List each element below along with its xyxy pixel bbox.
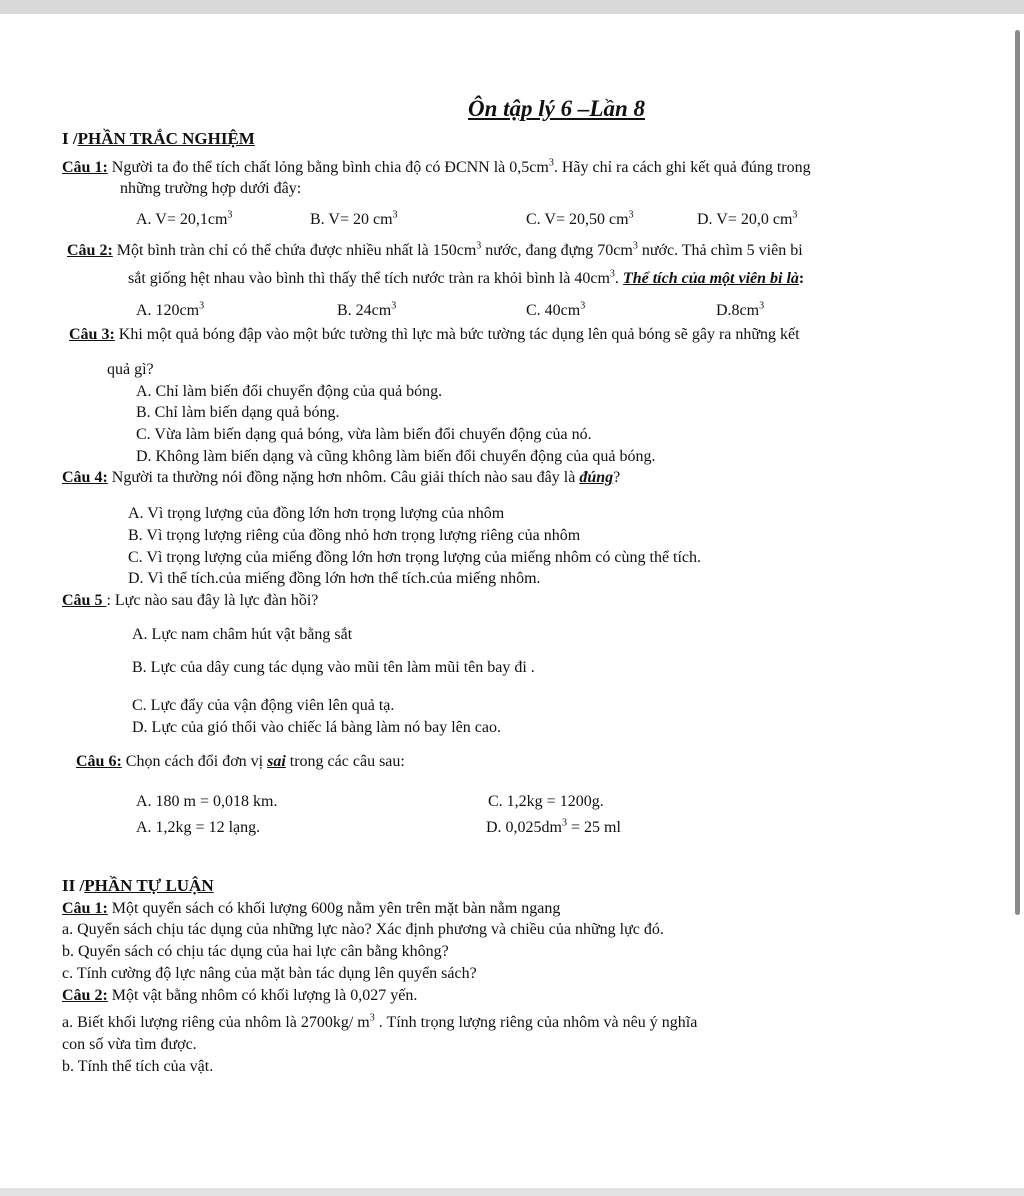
- part1-heading-prefix: I /: [62, 129, 78, 148]
- q1-text-b: . Hãy chỉ ra cách ghi kết quả đúng trong: [553, 159, 811, 176]
- q2-line2: [128, 270, 804, 288]
- text-run: nước. Thả chìm 5 viên bi: [637, 242, 803, 259]
- text-run: a. Biết khối lượng riêng của nhôm là 2700kg/ m: [62, 1014, 370, 1031]
- q1-label: Câu 1:: [62, 159, 108, 176]
- p2-q1-line1: [62, 900, 560, 918]
- q3-option-d: D. Không làm biến dạng và cũng không làm biến đổi chuyển động của quả bóng.: [136, 448, 656, 465]
- text-run: Một bình tràn chỉ có thể chứa được nhiều nhất là 150cm: [112, 242, 477, 259]
- text-run: C. V= 20,50 cm: [526, 211, 629, 228]
- superscript: 3: [632, 240, 638, 252]
- q2-option-d: [716, 302, 764, 320]
- q3-option-a: A. Chỉ làm biến đổi chuyển động của quả bóng.: [136, 383, 443, 400]
- text-run: D.8cm: [716, 302, 760, 319]
- q2-line1: [67, 242, 803, 260]
- superscript: 3: [392, 209, 398, 221]
- q4-option-c: C. Vì trọng lượng của miếng đồng lớn hơn trọng lượng của miếng nhôm có cùng thể tích.: [128, 549, 702, 566]
- q6-option-a1: A. 180 m = 0,018 km.: [136, 793, 278, 810]
- q2-option-c: [526, 302, 585, 320]
- bottom-edge: [0, 1188, 1024, 1196]
- text-run: .: [614, 270, 623, 287]
- superscript: 3: [628, 209, 634, 221]
- text-run: D. V= 20,0 cm: [697, 211, 793, 228]
- superscript: 3: [609, 268, 615, 280]
- text-run: trong các câu sau:: [285, 753, 405, 770]
- superscript: 3: [199, 300, 205, 312]
- text-run: : Lực nào sau đây là lực đàn hồi?: [106, 592, 319, 609]
- p2-q2-label: Câu 2:: [62, 987, 108, 1004]
- superscript: 3: [391, 300, 397, 312]
- q1-option-b: [310, 211, 398, 229]
- text-run: ?: [613, 469, 621, 486]
- text-run: = 25 ml: [567, 819, 621, 836]
- text-run: nước, đang đựng 70cm: [481, 242, 633, 259]
- p2-q2-a-line2: con số vừa tìm được.: [62, 1036, 197, 1053]
- q5-option-c: C. Lực đẩy của vận động viên lên quả tạ.: [132, 697, 395, 714]
- p2-q2-a: [62, 1014, 697, 1032]
- text-run: Một quyển sách có khối lượng 600g nằm yên trên mặt bàn nằm ngang: [107, 900, 561, 917]
- q6-line1: [76, 753, 405, 771]
- q3-label: Câu 3:: [69, 326, 115, 343]
- scrollbar[interactable]: [1015, 30, 1020, 915]
- q3-option-c: C. Vừa làm biến dạng quả bóng, vừa làm biến đổi chuyển động của nó.: [136, 426, 592, 443]
- text-run: . Tính trọng lượng riêng của nhôm và nêu ý nghĩa: [374, 1014, 698, 1031]
- q5-option-d: D. Lực của gió thổi vào chiếc lá bàng làm nó bay lên cao.: [132, 719, 501, 736]
- q6-option-c: C. 1,2kg = 1200g.: [488, 793, 604, 810]
- superscript: 3: [562, 817, 567, 829]
- q4-line1: [62, 469, 620, 487]
- text-run: D. 0,025dm: [486, 819, 562, 836]
- q1-text-a: Người ta đo thể tích chất lỏng bằng bình chia độ có ĐCNN là 0,5cm: [107, 159, 549, 176]
- q6-option-d: [486, 819, 621, 837]
- q2-option-a: [136, 302, 204, 320]
- superscript: 3: [759, 300, 765, 312]
- superscript: 3: [369, 1012, 375, 1024]
- p2-q1-b: b. Quyển sách có chịu tác dụng của hai lực cân bằng không?: [62, 943, 449, 960]
- part2-heading: [62, 877, 214, 895]
- q2-label: Câu 2:: [67, 242, 113, 259]
- text-run: Chọn cách đổi đơn vị: [121, 753, 268, 770]
- part1-heading: [62, 130, 255, 148]
- part2-heading-text: PHẦN TỰ LUẬN: [84, 876, 214, 895]
- q5-option-a: A. Lực nam châm hút vật bằng sắt: [132, 626, 353, 643]
- part1-heading-text: PHẦN TRẮC NGHIỆM: [77, 129, 255, 148]
- text-run: sắt giống hệt nhau vào bình thì thấy thể tích nước tràn ra khỏi bình là 40cm: [128, 270, 610, 287]
- q4-label: Câu 4:: [62, 469, 108, 486]
- q4-emphasis: đúng: [579, 469, 614, 486]
- text-run: C. 40cm: [526, 302, 581, 319]
- q3-line1: [69, 326, 800, 344]
- text-run: B. V= 20 cm: [310, 211, 393, 228]
- text-run: Khi một quả bóng đập vào một bức tường thì lực mà bức tường tác dụng lên quả bóng sẽ gây ra những kết: [114, 326, 800, 343]
- q1-option-c: [526, 211, 634, 229]
- p2-q1-a: a. Quyển sách chịu tác dụng của những lực nào? Xác định phương và chiều của những lực đó.: [62, 921, 664, 938]
- q1-option-a: [136, 211, 232, 229]
- q1-option-d: [697, 211, 797, 229]
- q2-option-b: [337, 302, 396, 320]
- q5-label: Câu 5: [62, 592, 107, 609]
- p2-q1-c: c. Tính cường độ lực nâng của mặt bàn tác dụng lên quyển sách?: [62, 965, 477, 982]
- p2-q2-line1: [62, 987, 417, 1005]
- text-run: A. 120cm: [136, 302, 200, 319]
- q6-option-a2: A. 1,2kg = 12 lạng.: [136, 819, 261, 836]
- q1-line2: những trường hợp dưới đây:: [120, 180, 302, 197]
- text-run: Một vật bằng nhôm có khối lượng là 0,027 yến.: [107, 987, 418, 1004]
- text-run: :: [798, 270, 805, 287]
- q3-line2: quả gì?: [107, 361, 154, 378]
- p2-q2-b: b. Tính thể tích của vật.: [62, 1058, 214, 1075]
- part2-heading-prefix: II /: [62, 876, 85, 895]
- text-run: A. V= 20,1cm: [136, 211, 228, 228]
- superscript: 3: [227, 209, 233, 221]
- q5-line1: [62, 592, 318, 610]
- q1-line1: [62, 159, 811, 177]
- superscript: 3: [580, 300, 586, 312]
- q2-emphasis: Thể tích của một viên bi là: [622, 270, 799, 287]
- text-run: B. 24cm: [337, 302, 392, 319]
- page-title: Ôn tập lý 6 –Lần 8: [468, 96, 645, 121]
- top-edge: [0, 0, 1024, 14]
- p2-q1-label: Câu 1:: [62, 900, 108, 917]
- text-run: Người ta thường nói đồng nặng hơn nhôm. Câu giải thích nào sau đây là: [107, 469, 580, 486]
- q4-option-b: B. Vì trọng lượng riêng của đồng nhỏ hơn trọng lượng riêng của nhôm: [128, 527, 581, 544]
- q4-option-a: A. Vì trọng lượng của đồng lớn hơn trọng lượng của nhôm: [128, 505, 505, 522]
- q6-emphasis: sai: [267, 753, 286, 770]
- q1-sup: 3: [548, 157, 554, 169]
- q3-option-b: B. Chỉ làm biến dạng quả bóng.: [136, 404, 340, 421]
- q6-label: Câu 6:: [76, 753, 122, 770]
- superscript: 3: [792, 209, 798, 221]
- q4-option-d: D. Vì thể tích.của miếng đồng lớn hơn thể tích.của miếng nhôm.: [128, 570, 541, 587]
- superscript: 3: [476, 240, 482, 252]
- q5-option-b: B. Lực của dây cung tác dụng vào mũi tên làm mũi tên bay đi .: [132, 659, 535, 676]
